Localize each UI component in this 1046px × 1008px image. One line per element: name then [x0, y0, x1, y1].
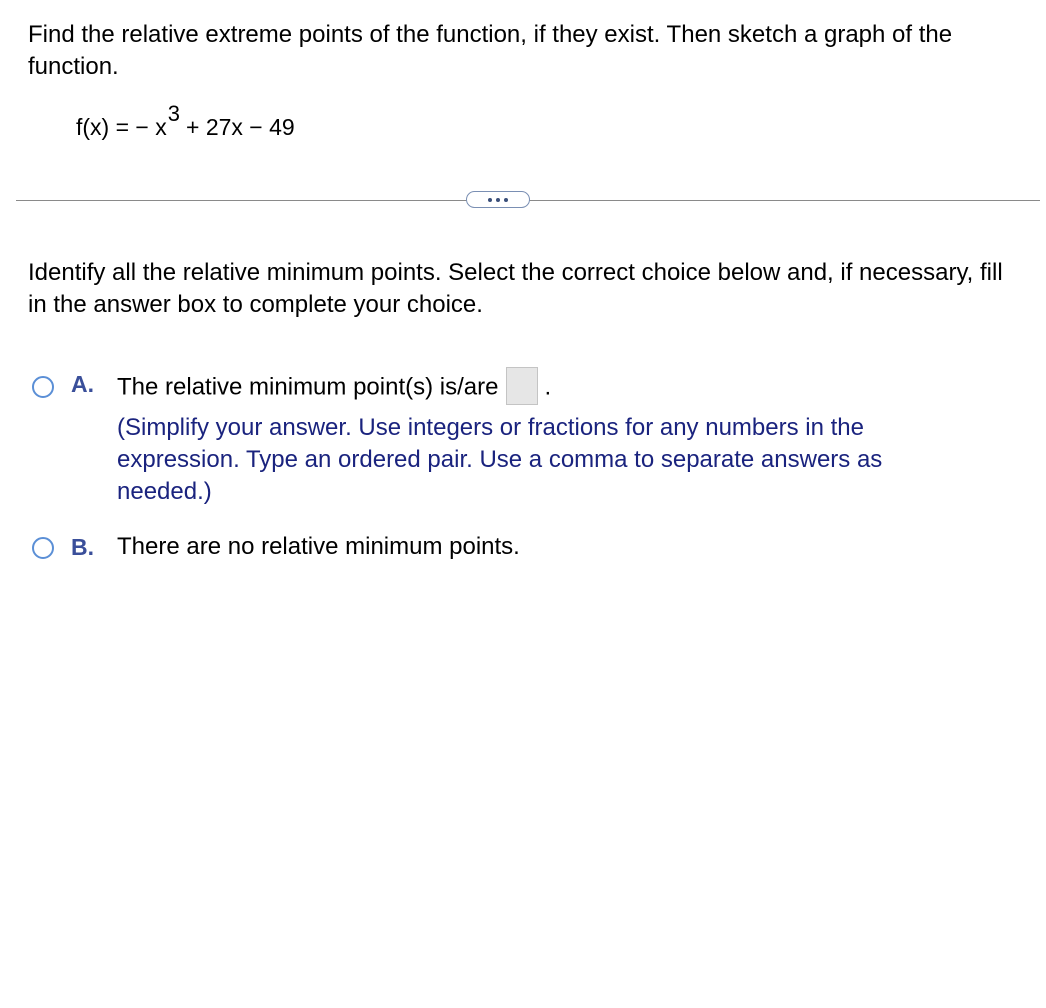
expand-more-button[interactable] [466, 191, 530, 208]
choice-a-suffix: . [544, 373, 552, 401]
ellipsis-icon [488, 198, 492, 202]
choice-b-radio[interactable] [32, 537, 54, 559]
choice-a-text [117, 369, 551, 407]
instruction-text: Identify all the relative minimum points. Select the correct choice below and, if necessary, fill in the answer box to complete your choice. [28, 259, 1003, 318]
choice-a-radio[interactable] [32, 376, 54, 398]
ellipsis-icon-dot [496, 198, 500, 202]
choice-a-hint: (Simplify your answer. Use integers or fractions for any numbers in the expression. Type an ordered pair. Use a comma to separate answers as needed.) [117, 414, 883, 505]
formula-rhs: + 27x − 49 [186, 114, 295, 140]
choice-a[interactable] [32, 371, 54, 398]
function-formula [76, 101, 295, 142]
formula-lhs: f(x) = − x [76, 114, 167, 140]
question-text: Find the relative extreme points of the function, if they exist. Then sketch a graph of the function. [28, 21, 953, 80]
choice-b-letter: B. [71, 534, 94, 560]
formula-exponent: 3 [167, 101, 180, 126]
answer-input-box[interactable] [506, 367, 538, 405]
ellipsis-icon-dot [504, 198, 508, 202]
choice-a-letter: A. [71, 371, 94, 397]
choice-a-label: The relative minimum point(s) is/are [117, 373, 499, 401]
choice-b[interactable] [32, 532, 54, 559]
choice-b-text: There are no relative minimum points. [117, 533, 520, 560]
